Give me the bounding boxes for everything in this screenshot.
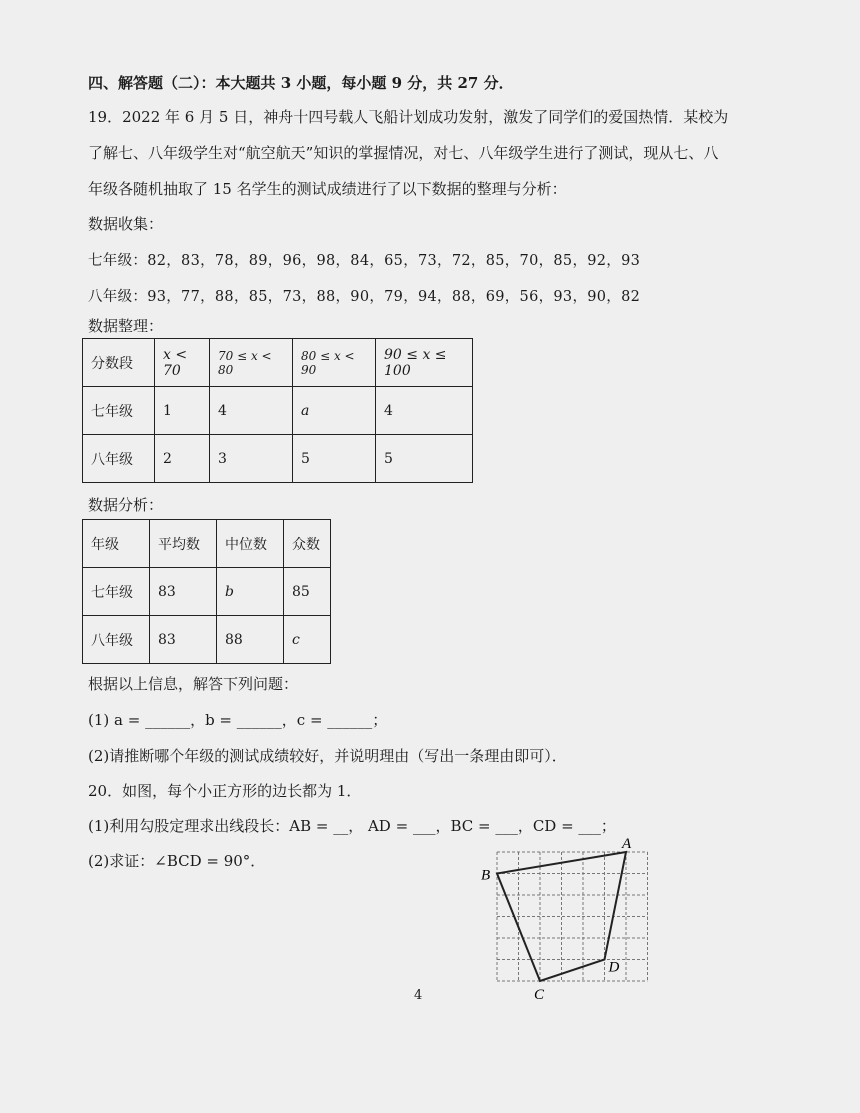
table-cell: 七年级 — [83, 568, 150, 616]
table-row — [83, 616, 331, 664]
table-cell: 年级 — [83, 520, 150, 568]
q19-prompt: 根据以上信息，解答下列问题： — [88, 675, 299, 693]
q20-part-1: (1)利用勾股定理求出线段长：AB = __， AD = ___，BC = ___，CD = ___； — [88, 817, 616, 835]
table-cell: c — [284, 616, 331, 664]
quadrilateral-abcd — [497, 852, 626, 981]
grid-quadrilateral-figure — [470, 830, 670, 1010]
vertex-label-b: B — [481, 867, 491, 884]
table-cell: 83 — [150, 616, 217, 664]
table-cell: 八年级 — [83, 616, 150, 664]
table-cell: 5 — [293, 435, 376, 483]
table-cell: a — [293, 387, 376, 435]
q19-part-2: (2)请推断哪个年级的测试成绩较好，并说明理由（写出一条理由即可）． — [88, 747, 567, 765]
dashed-grid — [497, 852, 648, 981]
q20-part-2: (2)求证：∠BCD = 90°． — [88, 852, 266, 870]
grade7-data: 七年级：82，83，78，89，96，98，84，65，73，72，85，70，85，92，93 — [88, 253, 641, 269]
table-cell: b — [217, 568, 284, 616]
table-cell: 2 — [155, 435, 210, 483]
table-cell: 3 — [210, 435, 293, 483]
table-row — [83, 568, 331, 616]
data-analysis-label: 数据分析： — [88, 496, 164, 514]
table-cell: 90 ≤ x ≤ 100 — [376, 339, 473, 387]
q19-line-3: 年级各随机抽取了 15 名学生的测试成绩进行了以下数据的整理与分析： — [88, 180, 567, 198]
table-cell: 80 ≤ x < 90 — [293, 339, 376, 387]
grade8-data: 八年级：93，77，88，85，73，88，90，79，94，88，69，56，93，90，82 — [88, 289, 641, 305]
table-cell: 八年级 — [83, 435, 155, 483]
data-collection-label: 数据收集： — [88, 215, 164, 233]
q19-line-1: 19．2022 年 6 月 5 日，神舟十四号载人飞船计划成功发射，激发了同学们的爱国热情．某校为 — [88, 108, 729, 126]
statistics-table — [82, 519, 331, 664]
table-cell: 4 — [376, 387, 473, 435]
section-header: 四、解答题（二）：本大题共 3 小题，每小题 9 分，共 27 分． — [88, 74, 514, 92]
table-cell: 中位数 — [217, 520, 284, 568]
vertex-label-c: C — [534, 987, 545, 1003]
table-cell: 平均数 — [150, 520, 217, 568]
data-organize-label: 数据整理： — [88, 317, 164, 335]
score-distribution-table — [82, 338, 473, 483]
table-row — [83, 435, 473, 483]
table-cell: 4 — [210, 387, 293, 435]
table-cell: x < 70 — [155, 339, 210, 387]
table-header-row — [83, 339, 473, 387]
q19-line-2: 了解七、八年级学生对“航空航天”知识的掌握情况，对七、八年级学生进行了测试，现从七、八 — [88, 144, 719, 162]
q19-part-1: (1) a = ______，b = ______，c = ______； — [88, 711, 388, 729]
table-cell: 88 — [217, 616, 284, 664]
table-cell: 5 — [376, 435, 473, 483]
table-cell: 分数段 — [83, 339, 155, 387]
table-cell: 众数 — [284, 520, 331, 568]
table-cell: 七年级 — [83, 387, 155, 435]
table-row — [83, 387, 473, 435]
q20-line-1: 20．如图，每个小正方形的边长都为 1． — [88, 782, 362, 800]
table-cell: 83 — [150, 568, 217, 616]
table-cell: 85 — [284, 568, 331, 616]
table-cell: 1 — [155, 387, 210, 435]
page-number: 4 — [414, 988, 423, 1003]
vertex-label-a: A — [622, 836, 632, 852]
table-header-row — [83, 520, 331, 568]
table-cell: 70 ≤ x < 80 — [210, 339, 293, 387]
vertex-label-d: D — [608, 959, 620, 976]
